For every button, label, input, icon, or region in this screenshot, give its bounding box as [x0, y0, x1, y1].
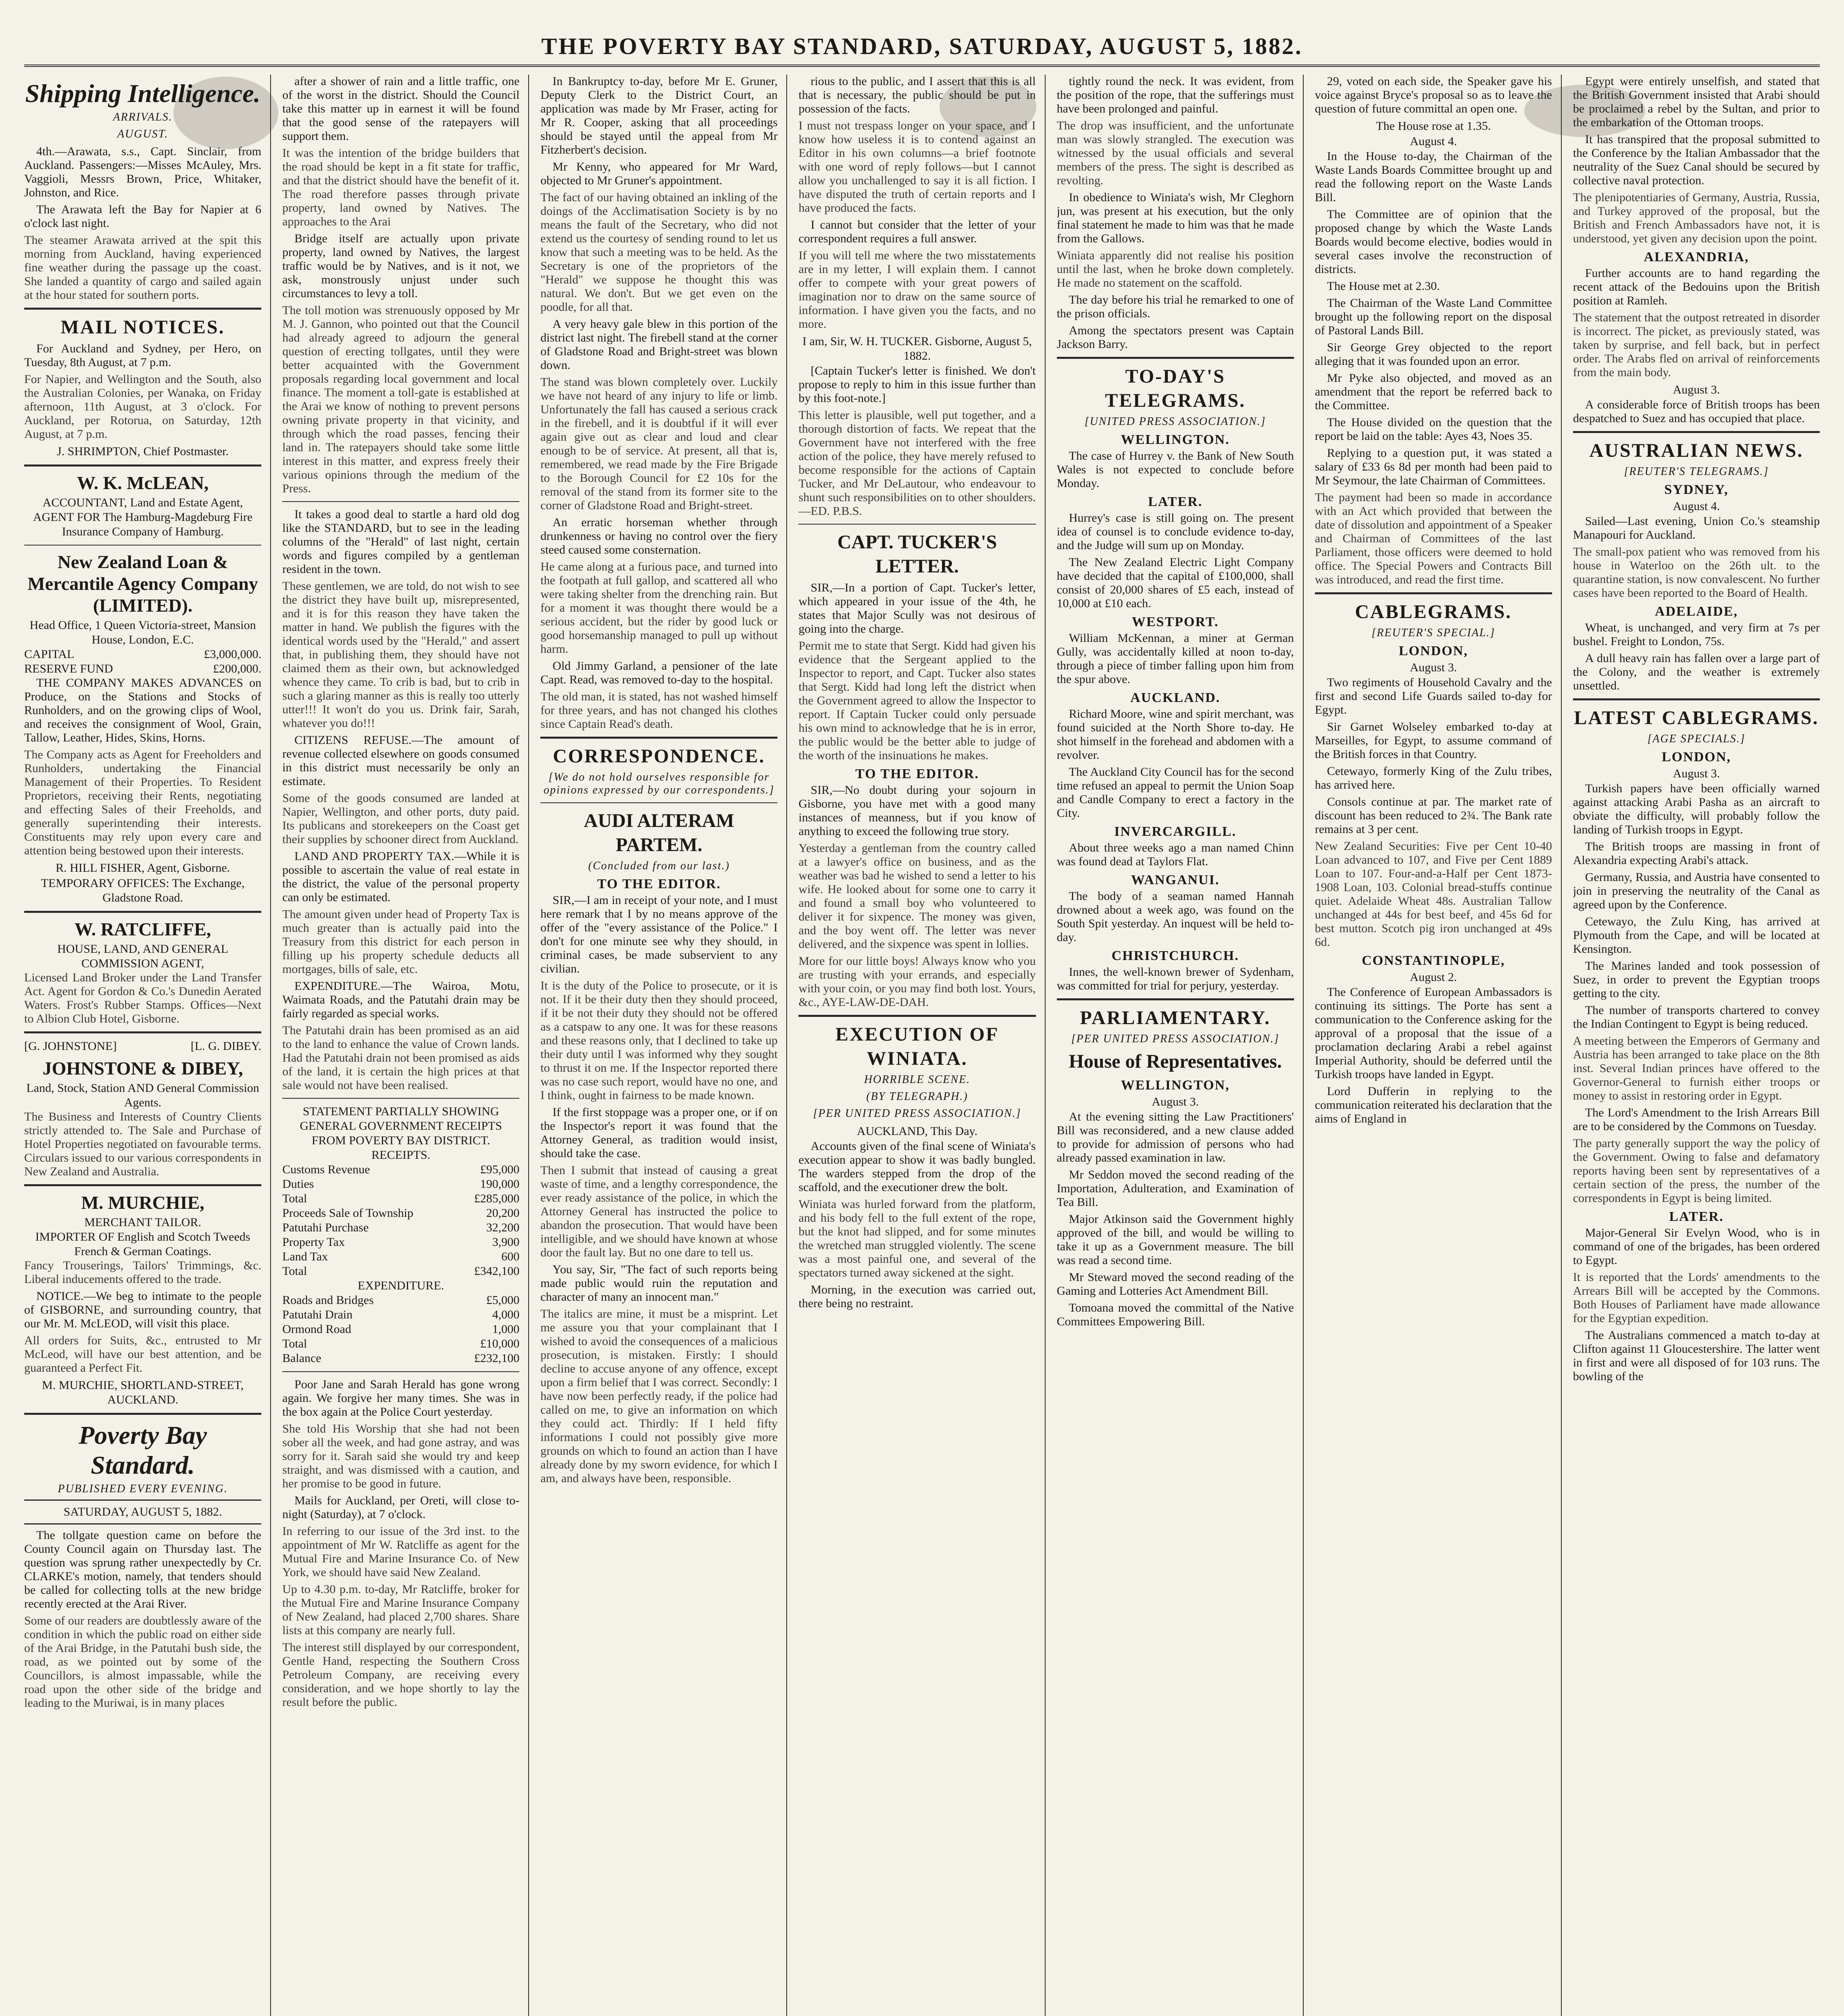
column-2	[282, 75, 529, 2016]
table-row: Patutahi Drain 4,000	[282, 1308, 520, 1321]
filler-text: This letter is plausible, well put together, and a thorough distortion of facts. We repeat that the Government have not interfered with the free action of the police, they have merely refused to become responsible for the actions of Captain Tucker, and Mr DeLautour, who endeavour to shunt such responsibilities on to other shoulders.—ED. P.B.S.	[798, 408, 1036, 518]
dufferin-text: Lord Dufferin in replying to the communication reiterated his declaration that the aims of England in	[1315, 1085, 1552, 1125]
divider	[1315, 592, 1552, 594]
table-row: Roads and Bridges £5,000	[282, 1293, 520, 1307]
auckland-text: Richard Moore, wine and spirit merchant, was found suicided at the North Shore to-day. He shot himself in the forehead and abdomen with a revolver.	[1056, 707, 1294, 762]
correspondence-disclaimer: [We do not hold ourselves responsible for opinions expressed by our correspondents.]	[544, 771, 775, 796]
murchie-address: M. MURCHIE, SHORTLAND-STREET, AUCKLAND.	[42, 1379, 244, 1406]
london-date: August 3.	[1410, 661, 1457, 674]
ad-johnstone-sub: Land, Stock, Station AND General Commission Agents.	[26, 1081, 259, 1109]
standard-title: Poverty Bay Standard.	[79, 1421, 207, 1479]
filler-text: She told His Worship that she had not been sober all the week, and had gone astray, and was sorry for it. Sarah said she would try and keep straight, and was dismissed with a caution, and her promise to be good in future.	[282, 1422, 520, 1490]
house-label: House of Representatives.	[1069, 1051, 1282, 1072]
column-4	[798, 75, 1045, 2016]
column-7	[1573, 75, 1820, 2016]
london-text: Turkish papers have been officially warned against attacking Arabi Pasha as an aircraft to obviate the difficulty, will probably follow the landing of Turkish troops in Egypt.	[1573, 782, 1820, 836]
table-row: Total £342,100	[282, 1264, 520, 1278]
london-place: LONDON,	[1398, 644, 1468, 658]
filler-text: Then I submit that instead of causing a great waste of time, and a lengthy correspondence, the ever ready assistance of the police, in which the Attorney General has instructed the police to abandon the prosecution. That would have been intelligible, and we should have known at whose door the fault lay. But no one dare to tell us.	[540, 1164, 778, 1259]
filler-text: It was the intention of the bridge builders that the road should be kept in a fit state for traffic, and that the district should have the benefit of it. The road therefore passes through private property, land owned by Natives. The approaches to the Arai	[282, 146, 520, 228]
receipts-label: RECEIPTS.	[371, 1148, 431, 1162]
reserve-value: £200,000.	[213, 662, 262, 675]
filler-text: The italics are mine, it must be a misprint. Let me assure you that your complainant that I wished to avoid the consequences of a malicious prosecution, is mistaken. Firstly: I should decline to accuse anyone of any offence, except upon a firm belief that I was correct. Secondly: I have now been perfectly ready, if the police had called on me, to give an information on which they could act. Thirdly: If I held fifty informations I could not possibly give more grounds on which to found an action than I have already done by my sworn evidence, for which I am, and always have been, responsible.	[540, 1307, 778, 1485]
letter-text-3: You say, Sir, "The fact of such reports being made public would ruin the reputation and character of many an innocent man."	[540, 1263, 778, 1304]
constantinople-date: August 2.	[1410, 971, 1457, 984]
execution-text: Accounts given of the final scene of Winiata's execution appear to show it was badly bungled. The warders stepped from the drop of the scaffold, and the executioner drew the bolt.	[798, 1139, 1036, 1194]
ad-ratcliffe-title: W. RATCLIFFE,	[74, 919, 211, 939]
statement-title: STATEMENT PARTIALLY SHOWING GENERAL GOVERNMENT RECEIPTS FROM POVERTY BAY DISTRICT.	[300, 1105, 502, 1147]
filler-text: The Business and Interests of Country Clients strictly attended to. The Sale and Purchase of Hotel Properties negotiated on favourable terms. Circulars issued to our various correspondents in New Zealand and Australia.	[24, 1110, 262, 1178]
horrible-scene: HORRIBLE SCENE.	[864, 1073, 971, 1086]
filler-text: The small-pox patient who was removed from his house in Waterloo on the 26th ult. to the quarantine station, is now convalescent. No further cases have been reported to the Board of Health.	[1573, 545, 1820, 600]
expenditure-text: EXPENDITURE.—The Wairoa, Motu, Waimata Roads, and the Patutahi drain may be fairly regarded as special works.	[282, 979, 520, 1020]
filler-text: Fancy Trouserings, Tailors' Trimmings, &c. Liberal inducements offered to the trade.	[24, 1259, 262, 1286]
argued-text: Mr Kenny, who appeared for Mr Ward, objected to Mr Gruner's appointment.	[540, 160, 778, 187]
concluded-line: (Concluded from our last.)	[588, 860, 730, 872]
filler-text: He came along at a furious pace, and turned into the footpath at full gallop, and scattered all who were taking shelter from the drenching rain. But for a moment it was thought there would be a serious accident, but the rider by good luck or good horsemanship managed to pull up without harm.	[540, 560, 778, 656]
postmaster: J. SHRIMPTON, Chief Postmaster.	[56, 445, 229, 458]
bankruptcy-text: In Bankruptcy to-day, before Mr E. Gruner, Deputy Clerk to the District Court, an application was made by Mr Fraser, acting for Mr R. Cooper, asking that all proceedings should be stayed until the appeal from Mr Fitzherbert's decision.	[540, 75, 778, 156]
execution-text-2: Morning, in the execution was carried out, there being no restraint.	[798, 1283, 1036, 1310]
column-5	[1057, 75, 1304, 2016]
filler-text: Permit me to state that Sergt. Kidd had given his evidence that the Sergeant applied to the Inspector to report, and Capt. Tucker also states that Sergt. Kidd had long left the district when the Government agreed to allow the Inspector to report. If Captain Tucker could only persuade his own mind to acknowledge that he is in error, the public would be the better able to judge of the worth of the insinuations he makes.	[798, 639, 1036, 762]
johnstone-right: [L. G. DIBEY.	[190, 1039, 262, 1053]
table-row: Total £10,000	[282, 1337, 520, 1350]
arawata-note: The Arawata left the Bay for Napier at 6 o'clock last night.	[24, 203, 262, 230]
payment-text: Replying to a question put, it was stated a salary of £33 6s 8d per month had been paid to Mr Seymour, the late Chairman of Committees.	[1315, 446, 1552, 487]
expenditure-label: EXPENDITURE.	[358, 1279, 444, 1292]
wolseley-text: Sir Garnet Wolseley embarked to-day at Marseilles, for Egypt, to assume command of the British forces in that Country.	[1315, 720, 1552, 761]
filler-text: All orders for Suits, &c., entrusted to Mr McLeod, will have our best attention, and be guaranteed a Perfect Fit.	[24, 1334, 262, 1375]
filler-text: Licensed Land Broker under the Land Transfer Act. Agent for Gordon & Co.'s Dunedin Aerated Waters. Frost's Rubber Stamps. Offices—Next to Albion Club Hotel, Gisborne.	[24, 971, 262, 1025]
article-text: after a shower of rain and a little traffic, one of the worst in the district. Should the Council take this matter up in earnest it will be found that the good sense of the ratepayers will support them.	[282, 75, 520, 143]
westport-place: WESTPORT.	[1131, 614, 1219, 629]
pastoral-text: The Chairman of the Waste Land Committee brought up the following report on the disposal of Pastoral Lands Bill.	[1315, 296, 1552, 337]
table-row: Patutahi Purchase 32,200	[282, 1221, 520, 1234]
filler-text: The old man, it is stated, has not washed himself for three years, and has not changed his clothes since Captain Read's death.	[540, 690, 778, 731]
issue-date: SATURDAY, AUGUST 5, 1882.	[63, 1505, 222, 1518]
dull-text: A dull heavy rain has fallen over a large part of the Colony, and the weather is extremely unsettled.	[1573, 652, 1820, 692]
citizens-text: CITIZENS REFUSE.—The amount of revenue collected elsewhere on goods consumed in this district must necessarily be only an estimate.	[282, 733, 520, 788]
published-line: PUBLISHED EVERY EVENING.	[58, 1483, 228, 1495]
ad-johnstone-title: JOHNSTONE & DIBEY,	[42, 1058, 243, 1079]
filler-text: The drop was insufficient, and the unfortunate man was slowly strangled. The execution was witnessed by the usual officials and several members of the press. The sight is described as revolting.	[1056, 119, 1294, 187]
divider	[24, 545, 261, 546]
christchurch-place: CHRISTCHURCH.	[1111, 948, 1239, 963]
temporary-offices: TEMPORARY OFFICES: The Exchange, Gladstone Road.	[41, 877, 245, 904]
audi-title: AUDI ALTERAM PARTEM.	[583, 810, 734, 856]
capt-tucker-title: CAPT. TUCKER'S LETTER.	[837, 531, 997, 577]
filler-text: Winiata was hurled forward from the platform, and his body fell to the full extent of the rope, but the knot had slipped, and for some minutes the wretched man struggled violently. The scene was a most painful one, and several of the spectators turned away sickened at the sight.	[798, 1198, 1036, 1279]
to-editor-2: TO THE EDITOR.	[855, 766, 979, 781]
filler-text: In referring to our issue of the 3rd inst. to the appointment of Mr W. Ratcliffe as agent for the Mutual Fire and Marine Insurance Co. of New York, we should have said New Zealand.	[282, 1524, 520, 1579]
divider	[24, 1184, 261, 1186]
filler-text: The Patutahi drain has been promised as an aid to the land to enhance the value of Crown lands. Had the Patutahi drain not been promised as aids of the land, it is certain the high prices at that sale would not have been realised.	[282, 1024, 520, 1092]
parl-text-4: Mr Steward moved the second reading of the Gaming and Lotteries Act Amendment Bill.	[1056, 1270, 1294, 1297]
london-place: LONDON,	[1662, 750, 1731, 764]
wanganui-place: WANGANUI.	[1131, 873, 1220, 887]
divider	[24, 464, 261, 467]
masthead: THE POVERTY BAY STANDARD, SATURDAY, AUGUST 5, 1882.	[24, 28, 1820, 67]
divider	[24, 1413, 261, 1415]
ad-wk-mclean-agent: AGENT FOR The Hamburg-Magdeburg Fire Insurance Company of Hamburg.	[33, 510, 253, 538]
wellington-place: WELLINGTON.	[1121, 432, 1230, 447]
date-aug3: August 3.	[1673, 383, 1720, 396]
article-text: tightly round the neck. It was evident, from the position of the rope, that the sufferings must have been prolonged and painful.	[1056, 75, 1294, 115]
parliamentary-title: PARLIAMENTARY.	[1080, 1007, 1271, 1029]
filler-text: Some of the goods consumed are landed at Napier, Wellington, and other ports, duty paid. Its publicans and storekeepers on the Coast get their supplies by schooner direct from Auckland.	[282, 791, 520, 846]
latest-cablegrams-title: LATEST CABLEGRAMS.	[1574, 707, 1819, 729]
issue-date-box	[24, 1500, 261, 1524]
ad-wk-mclean-sub: ACCOUNTANT, Land and Estate Agent,	[42, 496, 243, 509]
pyke-text: Mr Pyke also objected, and moved as an amendment that the report be referred back to the Committee.	[1315, 371, 1552, 412]
parl-wellington: WELLINGTON,	[1121, 1078, 1230, 1093]
suez-text: It has transpired that the proposal submitted to the Conference by the Italian Ambassador that the neutrality of the Suez Canal should be secured by collective naval protection.	[1573, 133, 1820, 187]
day-before-text: The day before his trial he remarked to one of the prison officials.	[1056, 293, 1294, 320]
cricket-text: The Australians commenced a match to-day at Clifton against 11 Gloucestershire. The latter went in first and were all disposed of for 103 runs. The bowling of the	[1573, 1329, 1820, 1383]
later-text: Hurrey's case is still going on. The present idea of counsel is to conclude evidence to-day, and the Judge will sum up on Monday.	[1056, 511, 1294, 552]
cetewayo-text: Cetewayo, formerly King of the Zulu tribes, has arrived here.	[1315, 764, 1552, 791]
irish-text: The Lord's Amendment to the Irish Arrears Bill are to be considered by the Commons on Tuesday.	[1573, 1106, 1820, 1133]
ad-murchie-importer: IMPORTER OF English and Scotch Tweeds French & German Coatings.	[35, 1230, 250, 1258]
horseman-text: An erratic horseman whether through drunkenness or having no control over the fiery steed caused some consternation.	[540, 516, 778, 556]
police-text: Poor Jane and Sarah Herald has gone wrong again. We forgive her many times. She was in the box again at the Police Court yesterday.	[282, 1378, 520, 1418]
divider	[1057, 357, 1294, 359]
filler-text: The Company acts as Agent for Freeholders and Runholders, undertaking the Financial Management of their Properties. To Resident Proprietors, receiving their Rents, negotiating and effecting Sales of their Freeholds, and generally superintending their interests. Constituents may rely upon every care and attention being bestowed upon their interests.	[24, 748, 262, 857]
waste-text: In the House to-day, the Chairman of the Waste Lands Boards Committee brought up and read the following report on the Waste Lands Bill.	[1315, 150, 1552, 204]
mail-notice: For Auckland and Sydney, per Hero, on Tuesday, 8th August, at 7 p.m.	[24, 342, 262, 369]
arrival-entry: 4th.—Arawata, s.s., Capt. Sinclair, from Auckland. Passengers:—Misses McAuley, Mrs. Vaggioli, Messrs Brown, Price, Whitaker, Johnston, and Rice.	[24, 145, 262, 199]
hill-fisher: R. HILL FISHER, Agent, Gisborne.	[55, 861, 230, 875]
filler-text: The fact of our having obtained an inkling of the doings of the Acclimatisation Society is by no means the fault of the Secretary, who did not extend us the courtesy of sending round to let us know that such a meeting was to be held. As the Secretary is one of the proprietors of the "Herald" we suppose he thought this was natural. We don't. But we get even on the poodle, for all that.	[540, 191, 778, 314]
auckland-dateline: AUCKLAND, This Day.	[856, 1125, 978, 1138]
ad-ratcliffe-sub: HOUSE, LAND, AND GENERAL COMMISSION AGENT,	[57, 942, 229, 970]
column-3	[540, 75, 787, 2016]
ad-murchie-sub: MERCHANT TAILOR.	[84, 1216, 201, 1229]
arrivals-month: AUGUST.	[117, 128, 169, 140]
parl-press-assoc: [PER UNITED PRESS ASSOCIATION.]	[1071, 1033, 1279, 1045]
wood-text: Major-General Sir Evelyn Wood, who is in command of one of the brigades, has been ordered to Egypt.	[1573, 1226, 1820, 1267]
correspondence-title: CORRESPONDENCE.	[553, 746, 765, 767]
columns	[24, 75, 1820, 2016]
germany-text: Germany, Russia, and Austria have consented to join in preserving the neutrality of the Canal as agreed upon by the Conference.	[1573, 871, 1820, 911]
bridge-text: Bridge itself are actually upon private property, land owned by Natives, the largest traffic would be by Natives, and is it not, we ask, monstrously unjust under such circumstances to levy a toll.	[282, 232, 520, 300]
sydney-date: August 4.	[1673, 500, 1720, 513]
filler-text: It is the duty of the Police to prosecute, or it is not. If it be their duty then they should proceed, if it be not their duty they should not be offered as a catspaw to any one. It was for these reasons and these reasons only, that I declined to take up their duty until I was informed why they sought to thrust it on me. If the Inspector reported there was no case such report, would have no one, and I think, ought in fairness to be made known.	[540, 979, 778, 1102]
jimmy-text: Old Jimmy Garland, a pensioner of the late Capt. Read, was removed to-day to the hospital.	[540, 659, 778, 686]
filler-text: Yesterday a gentleman from the country called at a lawyer's office on business, and as the weather was bad he wished to send a letter to his wife. He looked about for some one to carry it and found a small boy who volunteered to deliver it for sixpence. The money was given, and the boy went off. The letter was never delivered, and the sixpence was spent in lollies.	[798, 841, 1036, 951]
land-tax-text: LAND AND PROPERTY TAX.—While it is possible to ascertain the value of real estate in the district, the value of the personal property can only be estimated.	[282, 850, 520, 904]
fire-text: A very heavy gale blew in this portion of the district last night. The firebell stand at the corner of Gladstone Road and Bright-street was blown down.	[540, 317, 778, 372]
filler-text: The payment had been so made in accordance with an Act which provided that between the date of dissolution and appointment of a Speaker and Chairman of Committees of the last Parliament, those officers were deemed to hold office. The Special Powers and Contracts Bill was introduced, and read the first time.	[1315, 491, 1552, 586]
ad-nz-loan-title: New Zealand Loan & Mercantile Agency Company (LIMITED).	[27, 552, 258, 616]
filler-text: It is reported that the Lords' amendments to the Arrears Bill will be accepted by the Commons. Both Houses of Parliament have made allowance for the Egyptian expedition.	[1573, 1270, 1820, 1325]
alexandria-place: ALEXANDRIA,	[1644, 250, 1749, 264]
filler-text: The party generally support the way the policy of the Government. Owing to false and defamatory reports having been sent by representatives of a certain section of the press, the number of the correspondents in Egypt is being limited.	[1573, 1137, 1820, 1205]
capital-label: CAPITAL	[24, 648, 75, 661]
sydney-text: Sailed—Last evening, Union Co.'s steamship Manapouri for Auckland.	[1573, 514, 1820, 541]
divider	[540, 802, 777, 803]
australian-news-title: AUSTRALIAN NEWS.	[1589, 440, 1804, 461]
divider	[24, 308, 261, 310]
filler-text: The interest still displayed by our correspondent, Gentle Hand, respecting the Southern Cross Petroleum Company, are receiving every consideration, and we hope shortly to lay the result before the public.	[282, 1641, 520, 1709]
divider	[1573, 431, 1820, 433]
division-text: The House divided on the question that the report be laid on the table: Ayes 43, Noes 35.	[1315, 416, 1552, 443]
marines-text: The Marines landed and took possession of Suez, in order to prevent the Egyptian troops getting to the city.	[1573, 959, 1820, 1000]
capital-value: £3,000,000.	[204, 648, 262, 661]
dog-text: It takes a good deal to startle a hard old dog like the STANDARD, but to see in the leading columns of the "Herald" of last night, certain words and figures compiled by a gentleman resident in the town.	[282, 508, 520, 576]
filler-text: The plenipotentiaries of Germany, Austria, Russia, and Turkey approved of the proposal, but the British and French Ambassadors have not, it is understood, yet given any decision upon the point.	[1573, 191, 1820, 245]
article-text: Egypt were entirely unselfish, and stated that the British Government insisted that Arabi should be proclaimed a rebel by the Sultan, and prior to the embarkation of the Ottoman troops.	[1573, 75, 1820, 129]
adelaide-place: ADELAIDE,	[1654, 604, 1738, 619]
house-met: The House met at 2.30.	[1327, 279, 1440, 293]
filler-text: Up to 4.30 p.m. to-day, Mr Ratcliffe, broker for the Mutual Fire and Marine Insurance Company of New Zealand, had placed 2,700 shares. Share lists at this company are nearly full.	[282, 1583, 520, 1637]
johnstone-names	[24, 1039, 261, 1054]
parl-text: At the evening sitting the Law Practitioners' Bill was reconsidered, and a new clause added to provide for admission of persons who had already passed examination in law.	[1056, 1110, 1294, 1164]
grey-text: Sir George Grey objected to the report alleging that it was founded upon an error.	[1315, 341, 1552, 368]
filler-text: The statement that the outpost retreated in disorder is incorrect. The picket, as previously stated, was taken by surprise, and fell back, but in perfect order. The Arabs fled on arrival of reinforcements from the main body.	[1573, 311, 1820, 379]
later-label: LATER.	[1669, 1209, 1724, 1224]
divider	[282, 1371, 519, 1372]
date-aug4: August 4.	[1410, 135, 1457, 148]
press-assoc: [UNITED PRESS ASSOCIATION.]	[1084, 415, 1266, 428]
filler-text: I must not trespass longer on your space, and I know how useless it is to contend against an Editor in his own columns—a brief footnote with one word of reply follows—but I cannot allow you unchallenged to say it is all fiction. I have disputed the truth of certain reports and I have produced the facts.	[798, 119, 1036, 215]
house-rose: The House rose at 1.35.	[1376, 119, 1491, 133]
tucker-signoff: I am, Sir, W. H. TUCKER. Gisborne, August 5, 1882.	[802, 335, 1032, 362]
table-row: Customs Revenue £95,000	[282, 1163, 520, 1176]
reuter-telegrams: [REUTER'S TELEGRAMS.]	[1624, 465, 1769, 478]
article-text: 29, voted on each side, the Speaker gave his voice against Bryce's proposal so as to leave the question of future committal an open one.	[1315, 75, 1552, 115]
sydney-place: SYDNEY,	[1664, 482, 1729, 497]
cablegrams-title: CABLEGRAMS.	[1355, 601, 1512, 623]
johnstone-left: [G. JOHNSTONE]	[24, 1039, 117, 1053]
murchie-notice: NOTICE.—We beg to intimate to the people of GISBORNE, and surrounding country, that our Mr. M. McLEOD, will visit this place.	[24, 1289, 262, 1330]
electric-text: The New Zealand Electric Light Company have decided that the capital of £100,000, shall consist of 20,000 shares of £5 each, instead of 10,000 at £10 each.	[1056, 556, 1294, 610]
arrivals-label: ARRIVALS.	[113, 111, 173, 123]
divider	[282, 1098, 519, 1099]
filler-text: If you will tell me where the two misstatements are in my letter, I will explain them. I cannot offer to compete with your great powers of imagination nor to draw on the same source of information. I have given you the facts, and no more.	[798, 249, 1036, 331]
table-row: Balance £232,100	[282, 1352, 520, 1365]
shipping-title: Shipping Intelligence.	[25, 79, 260, 108]
auckland-place: AUCKLAND.	[1130, 690, 1221, 705]
letter-text: SIR,—I am in receipt of your note, and I must here remark that I by no means approve of the offer of the "every assistance of the Police." I don't for one minute see why they should, in criminal cases, be made subservient to any civilian.	[540, 893, 778, 975]
editor-letter: SIR,—No doubt during your sojourn in Gisborne, you have met with a good many instances of meanness, but if you know of anything to exceed the following true story.	[798, 783, 1036, 838]
auckland-text-2: The Auckland City Council has for the second time refused an appeal to permit the Union Soap and Candle Company to erect a factory in the City.	[1056, 765, 1294, 820]
reuter-special: [REUTER'S SPECIAL.]	[1371, 627, 1496, 639]
filler-text: The steamer Arawata arrived at the spit this morning from Auckland, having experienced fine weather during the passage up the coast. She landed a quantity of cargo and sailed again at the hour stated for southern ports.	[24, 233, 262, 302]
capt-tucker-text: SIR,—In a portion of Capt. Tucker's letter, which appeared in your issue of the 4th, he states that Major Scully was not desirous of going into the charge.	[798, 581, 1036, 635]
cetewayo-text: Cetewayo, the Zulu King, has arrived at Plymouth from the Cape, and will be located at Kensington.	[1573, 915, 1820, 956]
capital-row	[24, 647, 261, 662]
filler-text: For Napier, and Wellington and the South, also the Australian Colonies, per Wanaka, on Friday afternoon, 11th August, at 3 o'clock. For Auckland, per Rotorua, on Saturday, 12th August, at 7 p.m.	[24, 373, 262, 441]
table-row: Proceeds Sale of Township 20,200	[282, 1206, 520, 1220]
ad-murchie-title: M. MURCHIE,	[81, 1192, 204, 1213]
alexandria-text: Further accounts are to hand regarding the recent attack of the Bedouins upon the British position at Ramleh.	[1573, 267, 1820, 307]
parl-text-2: Mr Seddon moved the second reading of the Importation, Adulteration, and Examination of Tea Bill.	[1056, 1168, 1294, 1209]
parl-text-5: Tomoana moved the committal of the Native Committees Empowering Bill.	[1056, 1301, 1294, 1328]
mails-text: Mails for Auckland, per Oreti, will close to-night (Saturday), at 7 o'clock.	[282, 1494, 520, 1521]
column-6	[1315, 75, 1562, 2016]
wanganui-text: The body of a seaman named Hannah drowned about a week ago, was found on the South Spit yesterday. An inquest will be held to-day.	[1056, 889, 1294, 944]
editor-note: [Captain Tucker's letter is finished. We don't propose to reply to him in this issue further than by this foot-note.]	[798, 364, 1036, 405]
ad-wk-mclean-title: W. K. McLEAN,	[77, 473, 209, 493]
ad-head-office: Head Office, 1 Queen Victoria-street, Mansion House, London, E.C.	[29, 619, 256, 646]
to-editor: TO THE EDITOR.	[597, 877, 721, 891]
spectators-text: Among the spectators present was Captain Jackson Barry.	[1056, 324, 1294, 351]
westport-text: William McKennan, a miner at German Gully, was accidentally killed at noon to-day, through a piece of timber falling upon him from the spur above.	[1056, 631, 1294, 686]
table-row: Duties 190,000	[282, 1177, 520, 1191]
alexandria-text-2: A considerable force of British troops has been despatched to Suez and has occupied that place.	[1573, 398, 1820, 425]
mail-notices-title: MAIL NOTICES.	[60, 317, 225, 338]
filler-text: Winiata apparently did not realise his position until the last, when he broke down completely. He made no statement on the scaffold.	[1056, 249, 1294, 289]
table-row: Land Tax 600	[282, 1250, 520, 1263]
waste-text-2: The Committee are of opinion that the proposed change by which the Waste Lands Boards would become elective, bodies would in several cases involve the reconstruction of districts.	[1315, 208, 1552, 276]
table-row: Ormond Road 1,000	[282, 1322, 520, 1336]
divider	[1573, 698, 1820, 700]
divider	[540, 737, 777, 739]
column-1	[24, 75, 271, 2016]
divider	[798, 524, 1036, 525]
obedience-text: In obedience to Winiata's wish, Mr Cleghorn jun, was present at his execution, but the only final statement he made to him was that he made from the Gallows.	[1056, 191, 1294, 245]
wellington-text: The case of Hurrey v. the Bank of New South Wales is not expected to conclude before Monday.	[1056, 449, 1294, 490]
invercargill-place: INVERCARGILL.	[1114, 824, 1237, 839]
filler-text: The amount given under head of Property Tax is much greater than is actually paid into the Treasury from this district for each person in filling up his property schedule deducts all mortgages, bills of sale, etc.	[282, 908, 520, 976]
table-row: Total £285,000	[282, 1192, 520, 1205]
cable-text: Two regiments of Household Cavalry and the first and second Life Guards sailed to-day for Egypt.	[1315, 676, 1552, 716]
execution-title: EXECUTION OF WINIATA.	[835, 1024, 999, 1069]
filler-text: New Zealand Securities: Five per Cent 10-40 Loan advanced to 107, and Five per Cent 1889 Loan to 107. Four-and-a-Half per Cent 1873-1908 Loan, 103. Colonial bread-stuffs continue quiet. Adelaide Wheat 48s. Australian Tallow unchanged at 44s for best beef, and 45s 6d for best mutton. Scotch pig iron unchanged at 49s 6d.	[1315, 839, 1552, 949]
age-specials: [AGE SPECIALS.]	[1647, 733, 1746, 745]
article-text: rious to the public, and I assert that this is all that is necessary, the public should be put in possession of the facts.	[798, 75, 1036, 115]
divider	[24, 911, 261, 913]
cannot-text: I cannot but consider that the letter of your correspondent requires a full answer.	[798, 218, 1036, 245]
divider	[24, 1031, 261, 1033]
reserve-label: RESERVE FUND	[24, 662, 113, 675]
letter-text-2: If the first stoppage was a proper one, or if on the Inspector's report it was found that the Attorney General, as tradition would insist, should take the case.	[540, 1106, 778, 1160]
parl-text-3: Major Atkinson said the Government highly approved of the bill, and would be willing to take it up as a Government measure. The bill was read a second time.	[1056, 1212, 1294, 1267]
indian-text: The number of transports chartered to convey the Indian Contingent to Egypt is being reduced.	[1573, 1004, 1820, 1031]
expenditure-table	[282, 1293, 519, 1366]
constantinople-place: CONSTANTINOPLE,	[1362, 953, 1505, 968]
by-telegraph: (BY TELEGRAPH.)	[866, 1090, 968, 1103]
british-text: The British troops are massing in front of Alexandria expecting Arabi's attack.	[1573, 840, 1820, 867]
parl-date: August 3.	[1152, 1095, 1199, 1108]
later-label: LATER.	[1148, 494, 1203, 509]
filler-text: A meeting between the Emperors of Germany and Austria has been arranged to take place on the 8th inst. Several Indian princes have offered to the Governor-General to furnish either troops or money to assist in restoring order in Egypt.	[1573, 1034, 1820, 1102]
invercargill-text: About three weeks ago a man named Chinn was found dead at Taylors Flat.	[1056, 841, 1294, 868]
leading-article: The tollgate question came on before the County Council again on Thursday last. The question was sprung rather unexpectedly by Cr. CLARKE's motion, namely, that tenders should be called for collecting tolls at the new bridge recently erected at the Arai River.	[24, 1529, 262, 1610]
divider	[1057, 998, 1294, 1000]
constantinople-text: The Conference of European Ambassadors is continuing its sittings. The Porte has sent a communication to the Conference asking for the approval of a proposal that the issue of a proclamation declaring Arabi a rebel against Imperial Authority, should be deferred until the Turkish troops have landed in Egypt.	[1315, 985, 1552, 1081]
christchurch-text: Innes, the well-known brewer of Sydenham, was committed for trial for perjury, yesterday.	[1056, 965, 1294, 992]
reserve-row	[24, 662, 261, 676]
divider	[282, 501, 519, 502]
consols-text: Consols continue at par. The market rate of discount has been reduced to 2¾. The Bank rate remains at 3 per cent.	[1315, 795, 1552, 836]
london-date: August 3.	[1673, 767, 1720, 780]
telegrams-title: TO-DAY'S TELEGRAMS.	[1105, 366, 1246, 411]
filler-text: These gentlemen, we are told, do not wish to see the district they have built up, misrepresented, and it is for this reason they have taken the matter in hand. We publish the figures with the identical words used by the "Herald," and assert that, in publishing them, they should have not claimed them as their own, but acknowledged whence they came. To crib is bad, but to crib in such a glaring manner as this is really too utterly utter!!! It won't do you us. Drink fair, Sarah, whatever you do!!!	[282, 579, 520, 730]
receipts-table	[282, 1162, 519, 1279]
filler-text: More for our little boys! Always know who you are trusting with your errands, and especially with your coin, or you may find both lost. Yours, &c., AYE-LAW-DE-DAH.	[798, 954, 1036, 1009]
company-advances: THE COMPANY MAKES ADVANCES on Produce, on the Stations and Stocks of Runholders, and on the growing clips of Wool, and receives the consignment of Wool, Grain, Tallow, Leather, Hides, Skins, Horns.	[24, 676, 262, 744]
filler-text: The toll motion was strenuously opposed by Mr M. J. Gannon, who pointed out that the Council had already agreed to adjourn the general question of erecting tollgates, until they were better acquainted with the Government proposals regarding local government and local finance. The moment a toll-gate is established at the Arai we know of nothing to prevent persons owning private property in that vicinity, and through which the road passes, fencing their land in. The ratepayers should take some little interest in this matter, and express freely their various opinions through the medium of the Press.	[282, 304, 520, 495]
press-assoc: [PER UNITED PRESS ASSOCIATION.]	[813, 1107, 1021, 1120]
divider	[798, 1015, 1036, 1017]
filler-text: The stand was blown completely over. Luckily we have not heard of any injury to life or limb. Unfortunately the fall has caused a serious crack in the firebell, and it is doubtful if it will ever again give out as clear and loud and clear enough to be of service. At present, all that is, remembered, we read made by the Fire Brigade to the Borough Council for £2 10s for the removal of the stand from its former site to the corner of Gladstone Road and Bright-street.	[540, 375, 778, 512]
table-row: Property Tax 3,900	[282, 1235, 520, 1249]
adelaide-text: Wheat, is unchanged, and very firm at 7s per bushel. Freight to London, 75s.	[1573, 621, 1820, 648]
filler-text: Some of our readers are doubtlessly aware of the condition in which the public road on either side of the Arai Bridge, in the Patutahi bush side, the road, as we pointed out by some of the Councillors, is almost impassable, while the road upon the other side of the bridge and leading to the Muriwai, is in many places	[24, 1614, 262, 1710]
